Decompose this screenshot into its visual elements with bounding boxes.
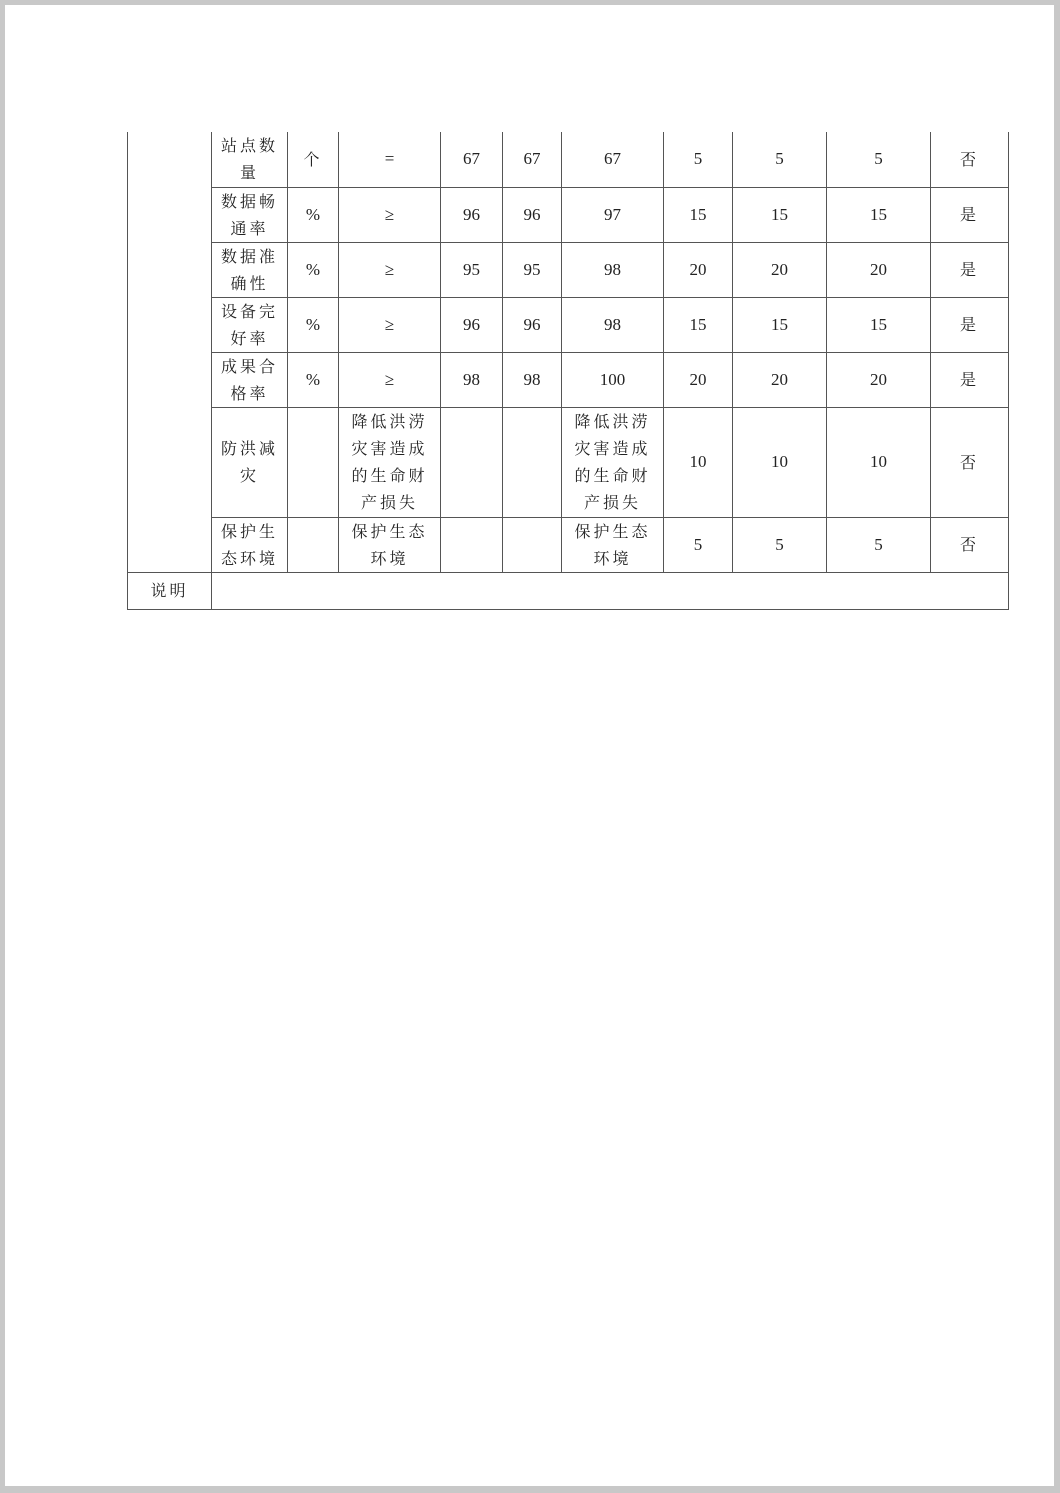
score-cell: 5 xyxy=(733,517,827,572)
unit-cell: % xyxy=(288,352,339,407)
table-row xyxy=(128,517,1009,572)
operator-cell: 降低洪涝灾害造成的生命财产损失 xyxy=(339,407,441,517)
value-cell: 96 xyxy=(441,297,503,352)
operator-cell: ≥ xyxy=(339,187,441,242)
score-cell: 5 xyxy=(733,132,827,187)
flag-cell: 是 xyxy=(931,297,1009,352)
table-row xyxy=(128,352,1009,407)
score-cell: 5 xyxy=(827,517,931,572)
notes-value xyxy=(212,572,1009,609)
value-cell: 98 xyxy=(562,297,664,352)
value-cell xyxy=(441,407,503,517)
table-row xyxy=(128,242,1009,297)
value-cell: 67 xyxy=(562,132,664,187)
indicator-cell: 设备完好率 xyxy=(212,297,288,352)
value-cell: 98 xyxy=(503,352,562,407)
notes-label: 说明 xyxy=(128,572,212,609)
value-cell: 98 xyxy=(441,352,503,407)
score-cell: 15 xyxy=(664,297,733,352)
score-cell: 10 xyxy=(664,407,733,517)
unit-cell: % xyxy=(288,187,339,242)
flag-cell: 是 xyxy=(931,352,1009,407)
score-cell: 15 xyxy=(733,187,827,242)
table-row xyxy=(128,297,1009,352)
score-cell: 5 xyxy=(827,132,931,187)
score-cell: 5 xyxy=(664,517,733,572)
score-cell: 20 xyxy=(664,352,733,407)
value-cell: 100 xyxy=(562,352,664,407)
indicator-cell: 保护生态环境 xyxy=(212,517,288,572)
operator-cell: = xyxy=(339,132,441,187)
score-cell: 20 xyxy=(664,242,733,297)
value-cell: 降低洪涝灾害造成的生命财产损失 xyxy=(562,407,664,517)
value-cell xyxy=(503,517,562,572)
indicator-cell: 成果合格率 xyxy=(212,352,288,407)
value-cell xyxy=(503,407,562,517)
score-cell: 15 xyxy=(827,187,931,242)
score-cell: 20 xyxy=(827,242,931,297)
value-cell: 96 xyxy=(503,297,562,352)
unit-cell: % xyxy=(288,242,339,297)
operator-cell: 保护生态环境 xyxy=(339,517,441,572)
score-cell: 10 xyxy=(827,407,931,517)
indicator-cell: 站点数量 xyxy=(212,132,288,187)
unit-cell: 个 xyxy=(288,132,339,187)
operator-cell: ≥ xyxy=(339,352,441,407)
value-cell: 95 xyxy=(441,242,503,297)
score-cell: 5 xyxy=(664,132,733,187)
indicator-cell: 防洪减灾 xyxy=(212,407,288,517)
value-cell: 保护生态环境 xyxy=(562,517,664,572)
table-row xyxy=(128,132,1009,187)
unit-cell: % xyxy=(288,297,339,352)
score-cell: 15 xyxy=(827,297,931,352)
value-cell: 96 xyxy=(441,187,503,242)
performance-table xyxy=(127,132,1009,610)
operator-cell: ≥ xyxy=(339,297,441,352)
operator-cell: ≥ xyxy=(339,242,441,297)
value-cell: 67 xyxy=(441,132,503,187)
score-cell: 10 xyxy=(733,407,827,517)
flag-cell: 否 xyxy=(931,132,1009,187)
score-cell: 20 xyxy=(733,352,827,407)
value-cell: 96 xyxy=(503,187,562,242)
value-cell: 97 xyxy=(562,187,664,242)
table-row xyxy=(128,187,1009,242)
score-cell: 20 xyxy=(733,242,827,297)
table-row xyxy=(128,407,1009,517)
flag-cell: 是 xyxy=(931,187,1009,242)
flag-cell: 否 xyxy=(931,517,1009,572)
flag-cell: 是 xyxy=(931,242,1009,297)
value-cell xyxy=(441,517,503,572)
indicator-cell: 数据畅通率 xyxy=(212,187,288,242)
indicator-cell: 数据准确性 xyxy=(212,242,288,297)
value-cell: 67 xyxy=(503,132,562,187)
score-cell: 15 xyxy=(664,187,733,242)
table-row-notes xyxy=(128,572,1009,609)
merged-category-cell xyxy=(128,132,212,572)
unit-cell xyxy=(288,407,339,517)
value-cell: 98 xyxy=(562,242,664,297)
score-cell: 15 xyxy=(733,297,827,352)
flag-cell: 否 xyxy=(931,407,1009,517)
unit-cell xyxy=(288,517,339,572)
value-cell: 95 xyxy=(503,242,562,297)
score-cell: 20 xyxy=(827,352,931,407)
document-page xyxy=(5,5,1054,1486)
